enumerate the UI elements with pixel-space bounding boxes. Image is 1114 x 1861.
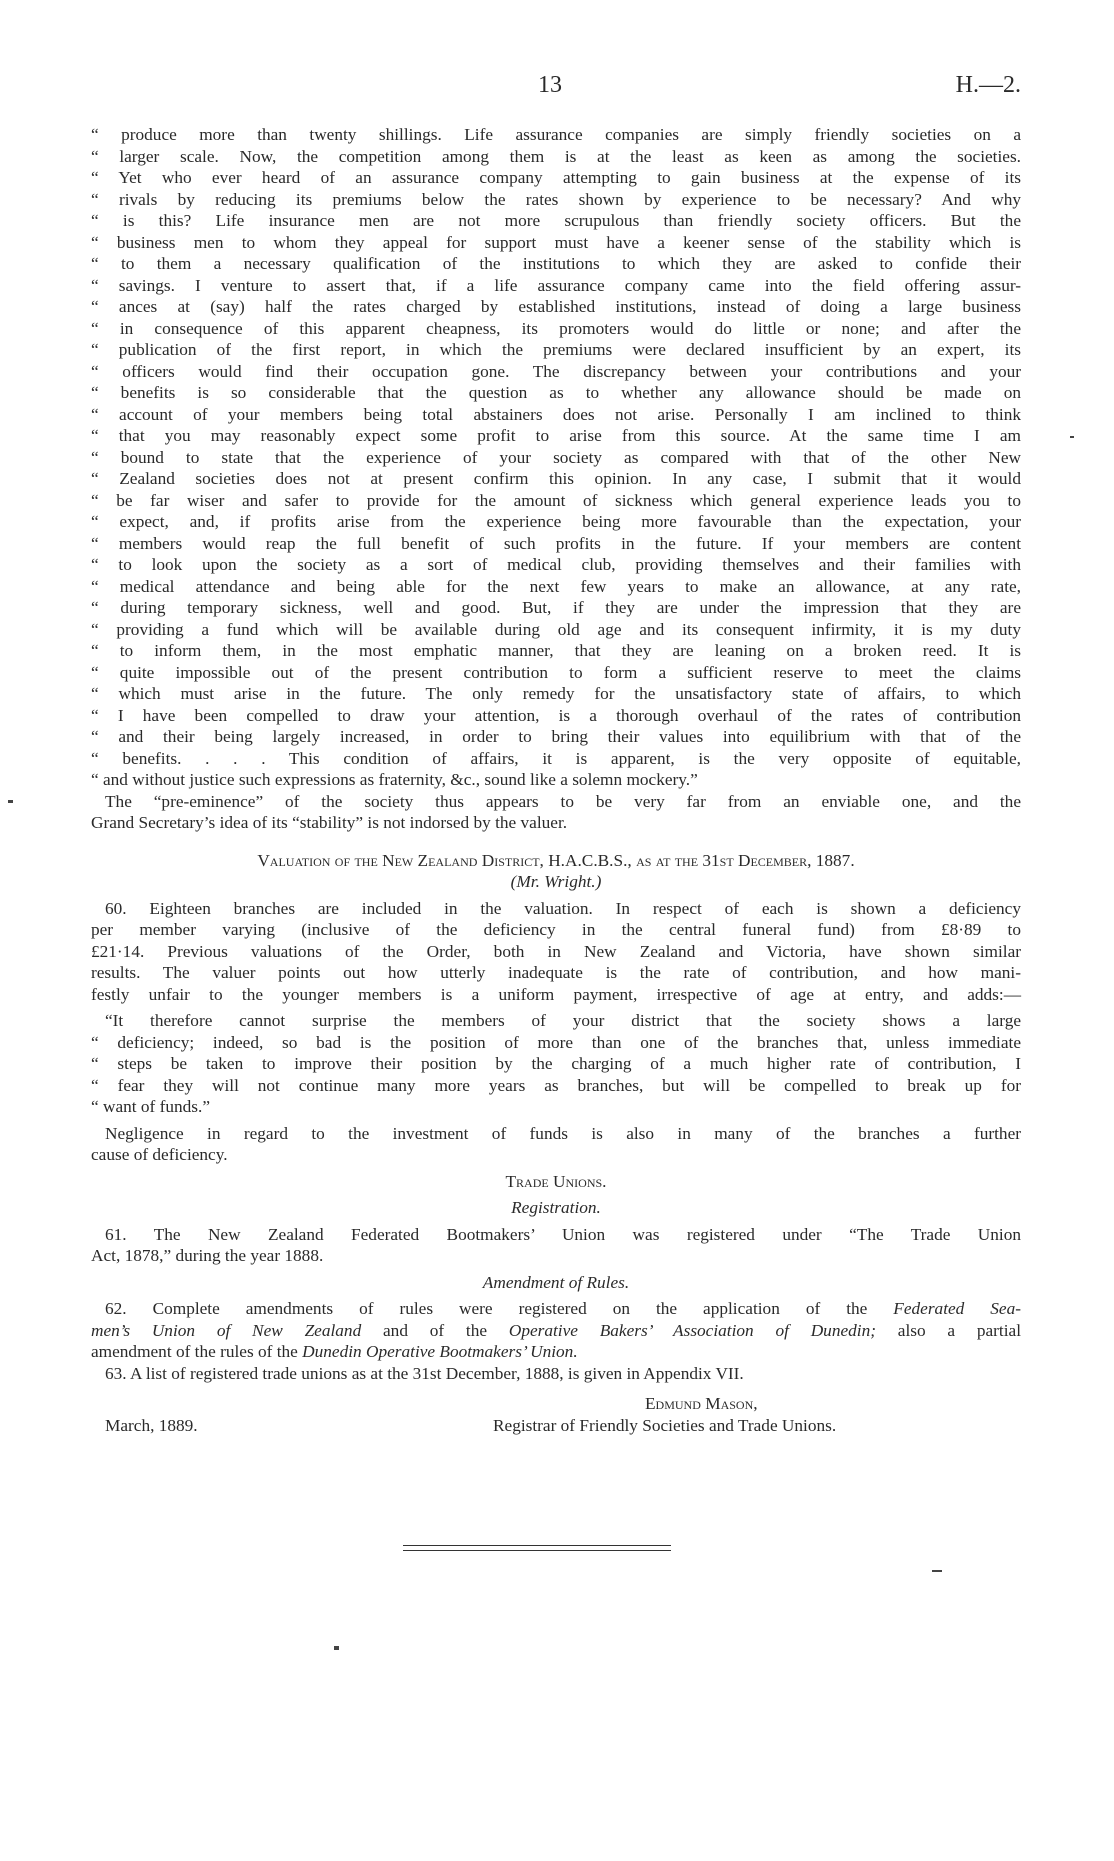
text-line: “ publication of the first report, in which the premiums were declared insufficient by an expert, its (91, 340, 1021, 359)
quoted-valuer-report (91, 124, 1021, 791)
text-line: “ officers would find their occupation gone. The discrepancy between your contributions and your (91, 361, 1021, 381)
text-line: “ benefits. . . . This condition of affairs, it is apparent, is the very opposite of equitable, (91, 748, 1021, 768)
text-line: “ to them a necessary qualification of the institutions to which they are asked to confide their (91, 254, 1021, 273)
text-line: “ that you may reasonably expect some profit to arise from this source. At the same time I am (91, 426, 1021, 445)
text-line: Negligence in regard to the investment of funds is also in many of the branches a further (105, 1123, 1021, 1143)
paragraph-63 (91, 1363, 1021, 1385)
text-line: “ expect, and, if profits arise from the experience being more favourable than the expectation, your (91, 512, 1021, 531)
page-number: 13 (538, 72, 562, 98)
text-line: “ larger scale. Now, the competition among them is at the least as keen as among the societies. (91, 146, 1021, 166)
text-line (91, 1320, 1021, 1342)
paragraph-61 (91, 1224, 1021, 1267)
trade-unions-heading: Trade Unions. (505, 1171, 607, 1191)
end-rule (403, 1550, 671, 1551)
negligence-paragraph (91, 1123, 1021, 1166)
text-line (91, 1298, 1021, 1320)
text-line: “ deficiency; indeed, so bad is the position of more than one of the branches that, unless immediate (91, 1032, 1021, 1052)
valuation-heading: Valuation of the New Zealand District, H.A.C.B.S., as at the 31st December, 1887. (257, 850, 855, 870)
text-line: “ providing a fund which will be available during old age and its consequent infirmity, it is my duty (91, 619, 1021, 639)
text-line (91, 1341, 1021, 1363)
pre-eminence-paragraph (91, 791, 1021, 834)
italic-text: Federated Sea- (893, 1299, 1021, 1318)
signature-block (91, 1393, 1021, 1439)
text-line: 63. A list of registered trade unions as at the 31st December, 1888, is given in Appendix VII. (105, 1363, 744, 1383)
text-line: “ medical attendance and being able for the next few years to make an allowance, at any rate, (91, 576, 1021, 596)
signatory-name: Edmund Mason, (645, 1394, 758, 1413)
quoted-district-report (91, 1010, 1021, 1118)
signatory-title: Registrar of Friendly Societies and Trade Unions. (493, 1416, 837, 1435)
text-line: “ to inform them, in the most emphatic manner, that they are leaning on a broken reed. It is (91, 641, 1021, 660)
margin-mark (932, 1570, 942, 1572)
text-run: amendment of the rules of the (91, 1342, 303, 1361)
text-line: “ bound to state that the experience of your society as compared with that of the other New (91, 447, 1021, 467)
text-line: “ is this? Life insurance men are not more scrupulous than friendly society officers. But the (91, 211, 1021, 230)
text-line: “ I have been compelled to draw your attention, is a thorough overhaul of the rates of contribution (91, 705, 1021, 725)
end-rule (403, 1545, 671, 1546)
text-line: “ produce more than twenty shillings. Life assurance companies are simply friendly societies on a (91, 125, 1021, 144)
text-line: “ during temporary sickness, well and good. But, if they are under the impression that they are (91, 598, 1021, 617)
margin-mark (1070, 436, 1074, 438)
italic-text: Operative Bakers’ Association of Dunedin; (508, 1320, 876, 1340)
paragraph-62 (91, 1298, 1021, 1363)
text-line: “ fear they will not continue many more years as branches, but will be compelled to break up for (91, 1075, 1021, 1095)
text-line: “ business men to whom they appeal for support must have a keener sense of the stability which is (91, 232, 1021, 252)
margin-mark (334, 1646, 339, 1650)
text-line: Grand Secretary’s idea of its “stability” is not indorsed by the valuer. (91, 813, 568, 832)
text-line: festly unfair to the younger members is a uniform payment, irrespective of age at entry, and adds:— (91, 984, 1021, 1004)
text-line: “ steps be taken to improve their position by the charging of a much higher rate of contribution, I (91, 1054, 1021, 1073)
text-line: “ quite impossible out of the present contribution to form a sufficient reserve to meet the claims (91, 662, 1021, 682)
text-line: “ to look upon the society as a sort of medical club, providing themselves and their families with (91, 555, 1021, 574)
text-line: cause of deficiency. (91, 1145, 228, 1164)
text-line: “ which must arise in the future. The only remedy for the unsatisfactory state of affairs, to which (91, 684, 1021, 703)
margin-mark (8, 800, 13, 803)
italic-text: men’s Union of New Zealand (91, 1320, 362, 1340)
text-line: “ savings. I venture to assert that, if a life assurance company came into the field offering assur- (91, 275, 1021, 295)
text-line: “ members would reap the full benefit of such profits in the future. If your members are content (91, 533, 1021, 553)
text-line: “ in consequence of this apparent cheapness, its promoters would do little or none; and after the (91, 318, 1021, 338)
text-line: “ account of your members being total abstainers does not arise. Personally I am inclined to think (91, 404, 1021, 424)
text-line: “ want of funds.” (91, 1097, 211, 1116)
text-line: “ and their being largely increased, in order to bring their values into equilibrium with that of the (91, 727, 1021, 746)
text-line: “ and without justice such expressions as fraternity, &c., sound like a solemn mockery.” (91, 770, 698, 789)
paragraph-60 (91, 898, 1021, 1006)
text-line: “ benefits is so considerable that the question as to whether any allowance should be made on (91, 383, 1021, 402)
text-line: results. The valuer points out how utterly inadequate is the rate of contribution, and how mani- (91, 963, 1021, 982)
text-line: Act, 1878,” during the year 1888. (91, 1246, 324, 1265)
italic-text: Dunedin Operative Bootmakers’ Union. (302, 1342, 578, 1361)
text-run: also a partial (875, 1320, 1022, 1340)
document-reference: H.—2. (955, 72, 1021, 98)
signature-date: March, 1889. (105, 1416, 198, 1435)
text-line: £21·14. Previous valuations of the Order, both in New Zealand and Victoria, have shown similar (91, 941, 1021, 961)
text-run: 62. Complete amendments of rules were registered on the application of the (105, 1299, 894, 1318)
text-line: “ be far wiser and safer to provide for the amount of sickness which general experience leads you to (91, 490, 1021, 510)
text-line: “ Zealand societies does not at present confirm this opinion. In any case, I submit that it would (91, 469, 1021, 488)
text-line: “ ances at (say) half the rates charged by established institutions, instead of doing a large business (91, 297, 1021, 316)
text-line: 61. The New Zealand Federated Bootmakers’ Union was registered under “The Trade Union (105, 1224, 1021, 1244)
text-line: “ Yet who ever heard of an assurance company attempting to gain business at the expense of its (91, 168, 1021, 187)
amendment-heading: Amendment of Rules. (482, 1272, 630, 1292)
registration-heading: Registration. (511, 1198, 601, 1217)
text-line: “ rivals by reducing its premiums below the rates shown by experience to be necessary? And why (91, 189, 1021, 209)
text-line: 60. Eighteen branches are included in the valuation. In respect of each is shown a deficiency (105, 898, 1021, 918)
valuation-subheading: (Mr. Wright.) (510, 872, 602, 891)
text-line: The “pre-eminence” of the society thus appears to be very far from an enviable one, and the (105, 791, 1021, 811)
text-line: per member varying (inclusive of the deficiency in the central funeral fund) from £8·89 to (91, 920, 1021, 939)
body-text (91, 124, 1021, 1439)
text-run: and of the (361, 1320, 509, 1340)
text-line: “It therefore cannot surprise the members of your district that the society shows a large (105, 1011, 1021, 1030)
